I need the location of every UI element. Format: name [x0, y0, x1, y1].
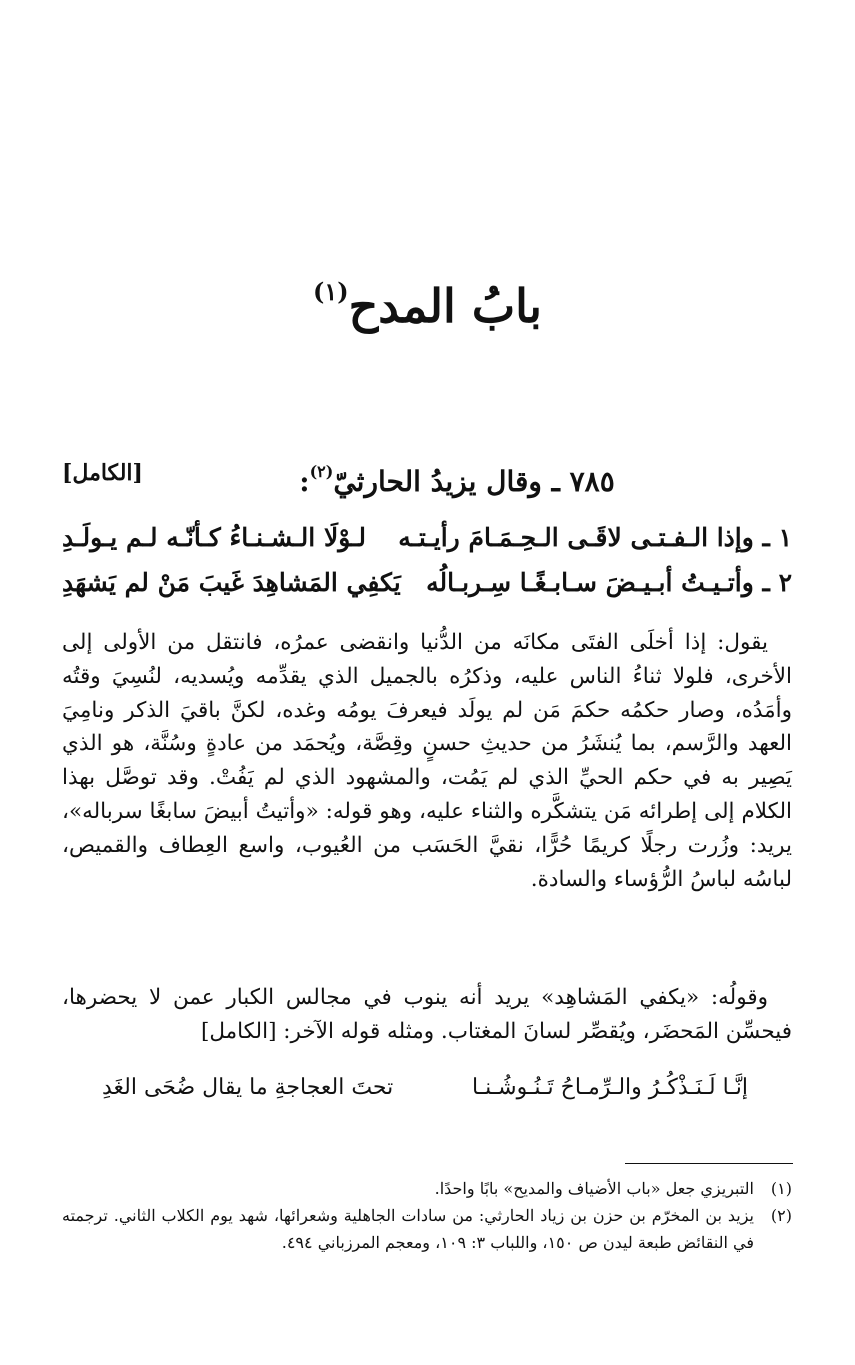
verse-line-2	[62, 561, 792, 605]
chapter-title-text: بابُ المدح	[348, 279, 542, 333]
footnote-1-marker: (١)	[770, 1179, 792, 1198]
footnote-1-text: التبريزي جعل «باب الأضياف والمديح» بابًا واحدًا.	[434, 1179, 754, 1198]
verse-2-first-hemistich: ٢ ـ وأتـيـتُ أبـيـضَ سـابـغًـا سِـربـالُه	[426, 568, 792, 597]
poem-header	[62, 450, 792, 498]
footnote-2-marker: (٢)	[770, 1206, 792, 1225]
quoted-verse-first-hemistich: إنَّـا لَـنَـذْكُـرُ والـرِّمـاحُ تَـنُـوشُـنـا	[471, 1075, 748, 1100]
poem-number-and-poet: ٧٨٥ ـ وقال يزيدُ الحارثيّ	[333, 465, 615, 498]
quoted-verse-second-hemistich: تحتَ العجاجةِ ما يقال ضُحَى الغَدِ	[102, 1075, 394, 1100]
footnote-2	[62, 1202, 792, 1256]
verse-2-second-hemistich: يَكفِي المَشاهِدَ غَيبَ مَنْ لم يَشهَدِ	[62, 568, 401, 597]
commentary-block-1	[62, 626, 792, 896]
commentary-paragraph-1: يقول: إذا أخلَى الفتَى مكانَه من الدُّنيا وانقضى عمرُه، فانتقل من الأولى إلى الأخرى، فلولا ثناءُ الناس عليه، وذكرُه بالجميل الذي يقدِّمه ويُسديه، لنُسِيَ وقتُه وأمَدُه، وصار حكمُه حكمَ مَن لم يولَد فيعرفَ يومُه وغده، لكنَّ باقيَ الذكر ونامِيَ العهد والرَّسم، بما يُنشَرُ من حديثِ حسنٍ وقِصَّة، ويُحمَد من عادةٍ وسُنَّة، هو الذي يَصِير به في حكم الحيِّ الذي لم يَمُت، والمشهود الذي لم يَفُتْ. وقد توصَّل بهذا الكلام إلى إطرائه مَن يتشكَّره والثناء عليه، وهو قوله: «وأتيتُ أبيضَ سابغًا سرباله»، يريد: وزُرت رجلًا كريمًا حُرًّا، نقيَّ الحَسَب من العُيوب، واسع العِطاف والقميص، لباسُه لباسُ الرُّؤساء والسادة.	[62, 630, 792, 892]
poet-footnote-ref: (٢)	[309, 462, 334, 481]
poem-heading-colon: :	[299, 465, 310, 498]
chapter-title	[0, 262, 855, 336]
commentary-paragraph-2: وقولُه: «يكفي المَشاهِد» يريد أنه ينوب في مجالس الكبار عمن لا يحضرها، فيحسِّن المَحضَر، ويُقصِّر لسانَ المغتاب. ومثله قوله الآخر: [الكامل]	[62, 985, 792, 1044]
footnote-2-text: يزيد بن المخرّم بن حزن بن زياد الحارثي: من سادات الجاهلية وشعرائها، شهد يوم الكلاب الثاني. ترجمته في النقائض طبعة ليدن ص ١٥٠، واللباب ٣: ١٠٩، ومعجم المرزباني ٤٩٤.	[62, 1206, 754, 1252]
quoted-verse-line	[62, 1068, 792, 1108]
verse-1-first-hemistich: ١ ـ وإذا الـفـتـى لاقَـى الـحِـمَـامَ رأيـتـه	[398, 523, 792, 552]
commentary-block-2	[62, 981, 792, 1049]
chapter-footnote-ref: (١)	[313, 277, 349, 306]
poem-heading	[62, 450, 792, 504]
footnote-divider	[625, 1163, 793, 1164]
verse-1-second-hemistich: لـوْلَا الـشـنـاءُ كـأنّـه لـم يـولَـدِ	[62, 523, 367, 552]
footnote-1	[62, 1175, 792, 1202]
footnotes-section	[62, 1175, 792, 1256]
verse-line-1	[62, 516, 792, 560]
poem-meter-label: [الكامل]	[62, 460, 143, 486]
